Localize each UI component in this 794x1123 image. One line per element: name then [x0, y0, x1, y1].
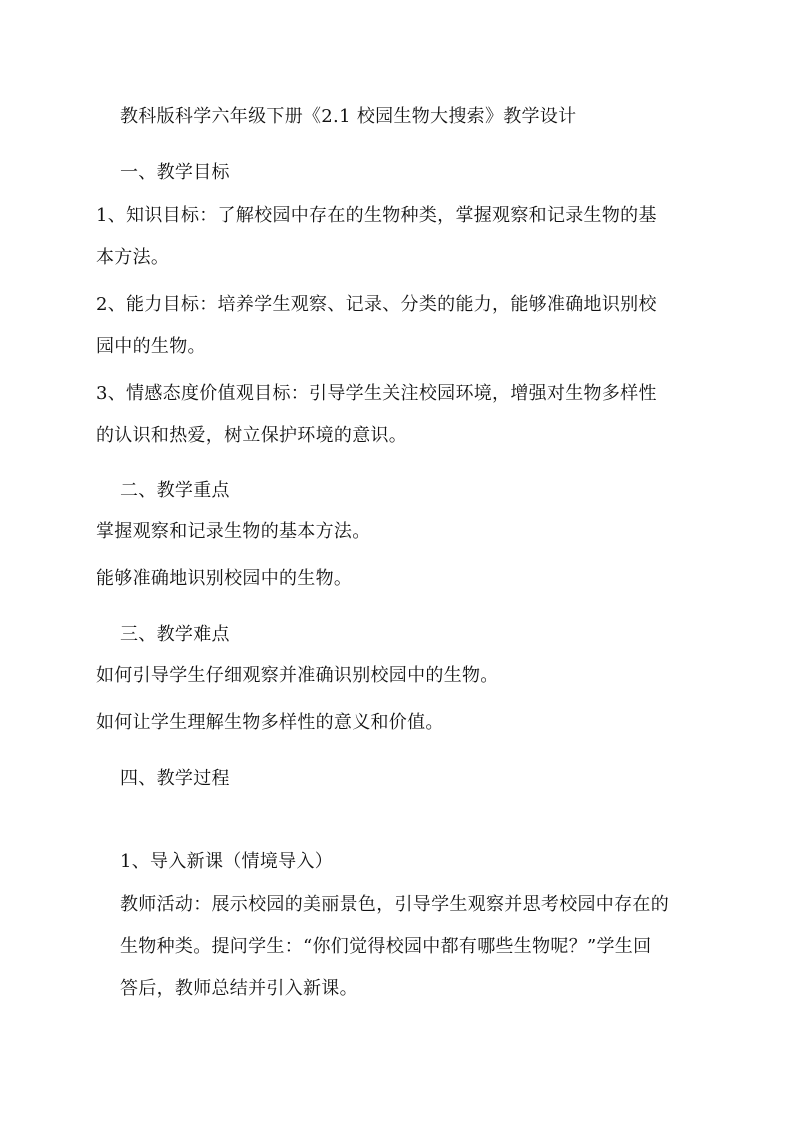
key-point-1: 掌握观察和记录生物的基本方法。 [96, 521, 371, 542]
process-step1-line3: 答后，教师总结并引入新课。 [120, 978, 358, 999]
process-step1-line1: 教师活动：展示校园的美丽景色，引导学生观察并思考校园中存在的 [120, 894, 669, 915]
objective-ability-line2: 园中的生物。 [96, 336, 206, 357]
objective-attitude-line1: 3、情感态度价值观目标：引导学生关注校园环境，增强对生物多样性 [96, 383, 657, 404]
process-step1-heading: 1、导入新课（情境导入） [120, 851, 334, 872]
section-heading-difficulties: 三、教学难点 [120, 624, 230, 645]
objective-knowledge-line2: 本方法。 [96, 247, 170, 268]
objective-attitude-line2: 的认识和热爱，树立保护环境的意识。 [96, 425, 408, 446]
process-step1-line2: 生物种类。提问学生：“你们觉得校园中都有哪些生物呢？”学生回 [120, 936, 652, 957]
section-heading-key-points: 二、教学重点 [120, 480, 230, 501]
objective-knowledge-line1: 1、知识目标：了解校园中存在的生物种类，掌握观察和记录生物的基 [96, 205, 657, 226]
key-point-2: 能够准确地识别校园中的生物。 [96, 568, 353, 589]
difficulty-1: 如何引导学生仔细观察并准确识别校园中的生物。 [96, 665, 499, 686]
difficulty-2: 如何让学生理解生物多样性的意义和价值。 [96, 712, 444, 733]
objective-ability-line1: 2、能力目标：培养学生观察、记录、分类的能力，能够准确地识别校 [96, 294, 657, 315]
document-title: 教科版科学六年级下册《2.1 校园生物大搜索》教学设计 [120, 106, 577, 127]
section-heading-process: 四、教学过程 [120, 768, 230, 789]
section-heading-objectives: 一、教学目标 [120, 162, 230, 183]
